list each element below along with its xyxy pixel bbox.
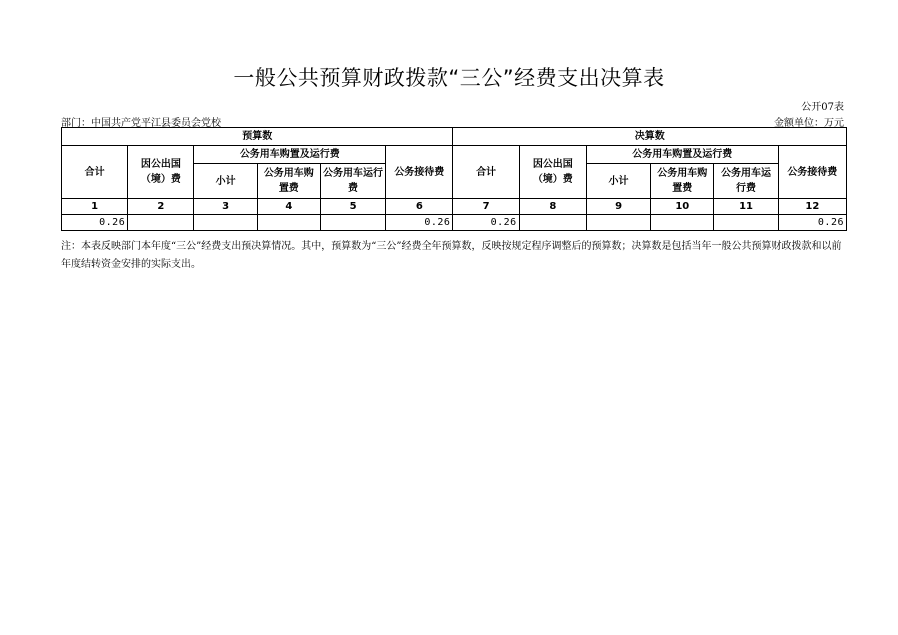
budget-vehicle-purchase-value [257,215,320,231]
budget-vehicle-group-header: 公务用车购置及运行费 [194,146,386,164]
budget-vehicle-purchase-header: 公务用车购置费 [257,164,320,199]
final-vehicle-group-header: 公务用车购置及运行费 [586,146,778,164]
final-abroad-value [519,215,586,231]
column-number: 4 [257,199,320,215]
final-abroad-header: 因公出国（境）费 [519,146,586,199]
budget-total-value: 0.26 [62,215,128,231]
column-number: 8 [519,199,586,215]
budget-header: 预算数 [62,128,453,146]
budget-subtotal-value [194,215,257,231]
final-reception-header: 公务接待费 [778,146,846,199]
column-number: 9 [586,199,650,215]
budget-abroad-header: 因公出国（境）费 [128,146,194,199]
column-number-row [62,199,847,215]
table-row [62,215,847,231]
header-row-1 [62,128,847,146]
amount-unit-label: 金额单位：万元 [774,118,844,129]
column-number: 10 [651,199,714,215]
final-subtotal-header: 小计 [586,164,650,199]
footnote: 注：本表反映部门本年度“三公”经费支出预决算情况。其中，预算数为“三公”经费全年预算数，反映按规定程序调整后的预算数；决算数是包括当年一般公共预算财政拨款和以前年度结转资金安排的实际支出。 [61,241,842,270]
final-total-value: 0.26 [453,215,519,231]
budget-abroad-value [128,215,194,231]
column-number: 5 [320,199,385,215]
column-number: 7 [453,199,519,215]
column-number: 6 [386,199,453,215]
budget-reception-header: 公务接待费 [386,146,453,199]
form-code: 公开07表 [801,102,844,113]
budget-vehicle-operation-value [320,215,385,231]
final-subtotal-value [586,215,650,231]
budget-subtotal-header: 小计 [194,164,257,199]
final-header: 决算数 [453,128,847,146]
column-number: 1 [62,199,128,215]
final-vehicle-purchase-header: 公务用车购置费 [651,164,714,199]
final-reception-value: 0.26 [778,215,846,231]
column-number: 2 [128,199,194,215]
page-title: 一般公共预算财政拨款“三公”经费支出决算表 [233,66,665,90]
budget-reception-value: 0.26 [386,215,453,231]
column-number: 12 [778,199,846,215]
department-label: 部门：中国共产党平江县委员会党校 [61,118,221,129]
column-number: 11 [714,199,778,215]
final-vehicle-operation-header: 公务用车运行费 [714,164,778,199]
budget-total-header: 合计 [62,146,128,199]
header-row-2 [62,146,847,164]
final-vehicle-operation-value [714,215,778,231]
three-public-expense-table [61,127,847,231]
column-number: 3 [194,199,257,215]
final-total-header: 合计 [453,146,519,199]
final-vehicle-purchase-value [651,215,714,231]
budget-vehicle-operation-header: 公务用车运行费 [320,164,385,199]
